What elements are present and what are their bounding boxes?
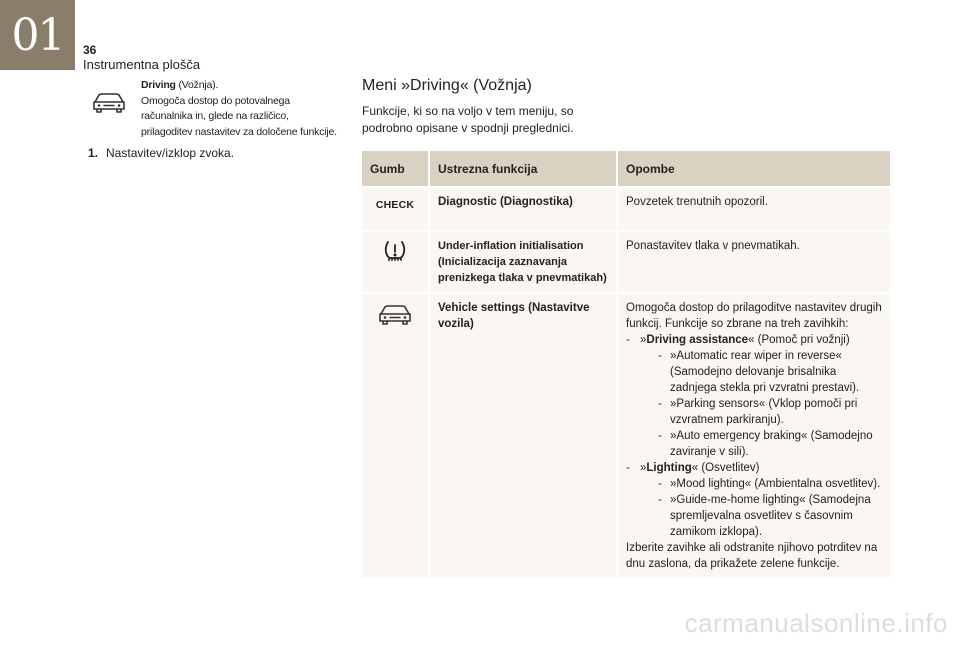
note-text: Ponastavitev tlaka v pnevmatikah. — [626, 240, 800, 252]
note-text: Omogoča dostop do potovalnega računalnika in, glede na različico, prilagoditev nastavitev za določene funkcije. — [141, 94, 337, 138]
note-cell — [618, 292, 890, 578]
section-title: Instrumentna plošča — [83, 57, 201, 72]
header-function: Ustrezna funkcija — [430, 151, 618, 186]
note-title-suffix: (Vožnja). — [175, 79, 219, 91]
step-1 — [88, 146, 234, 160]
function-name: Under-inflation initialisation (Inicializacija zaznavanja prenizkega tlaka v pnevmatikah) — [438, 240, 607, 284]
button-cell — [362, 186, 430, 230]
functions-table — [362, 151, 890, 578]
table-row — [362, 292, 890, 578]
step-number: 1. — [88, 146, 99, 160]
table-row — [362, 186, 890, 230]
list-item — [626, 460, 882, 540]
car-icon — [378, 302, 412, 326]
check-button-label: CHECK — [375, 199, 415, 211]
note-cell — [618, 186, 890, 230]
tab-suffix: « (Pomoč pri vožnji) — [748, 334, 850, 346]
step-text: Nastavitev/izklop zvoka. — [106, 146, 235, 160]
tab-list — [626, 332, 882, 540]
button-cell — [362, 230, 430, 292]
note-outro: Izberite zavihke ali odstranite njihovo potrditev na dnu zaslona, da prikažete zelene funkcije. — [626, 542, 878, 570]
list-item: - »Guide-me-home lighting« (Samodejna spremljevalna osvetlitev s časovnim zamikom izklopa). — [640, 492, 882, 540]
page-number: 36 — [83, 43, 97, 57]
table-row — [362, 230, 890, 292]
menu-title: Meni »Driving« (Vožnja) — [362, 77, 532, 94]
note-intro: Omogoča dostop do prilagoditve nastavitev drugih funkcij. Funkcije so zbrane na treh zavihkih: — [626, 302, 882, 330]
sub-list — [640, 348, 882, 460]
function-cell — [430, 186, 618, 230]
function-name: Vehicle settings (Nastavitve vozila) — [438, 302, 590, 330]
tab-label: Driving assistance — [646, 334, 749, 346]
function-name: Diagnostic (Diagnostika) — [438, 196, 573, 208]
driving-note — [92, 78, 342, 140]
list-item — [626, 332, 882, 460]
note-title: Driving — [141, 79, 176, 91]
table-header-row — [362, 151, 890, 186]
sub-list — [640, 476, 882, 540]
chapter-tab — [0, 0, 75, 70]
note-text: Povzetek trenutnih opozoril. — [626, 196, 768, 208]
car-icon — [92, 90, 126, 114]
quote-open: » — [640, 334, 647, 346]
header-button: Gumb — [362, 151, 430, 186]
button-cell — [362, 292, 430, 578]
note-cell — [618, 230, 890, 292]
tyre-pressure-warning-icon — [382, 238, 408, 262]
tab-label: Lighting — [646, 462, 692, 474]
list-item: - »Auto emergency braking« (Samodejno zaviranje v sili). — [640, 428, 882, 460]
list-item: - »Mood lighting« (Ambientalna osvetlitev). — [640, 476, 882, 492]
chapter-number: 01 — [11, 9, 64, 61]
header-notes: Opombe — [618, 151, 890, 186]
list-item: - »Parking sensors« (Vklop pomoči pri vzvratnem parkiranju). — [640, 396, 882, 428]
function-cell — [430, 292, 618, 578]
quote-open: » — [640, 462, 647, 474]
function-cell — [430, 230, 618, 292]
list-item: - »Automatic rear wiper in reverse« (Samodejno delovanje brisalnika zadnjega stekla pri vzvratni prestavi). — [640, 348, 882, 396]
tab-suffix: « (Osvetlitev) — [691, 462, 760, 474]
watermark: carmanualsonline.info — [684, 608, 948, 638]
menu-intro: Funkcije, ki so na voljo v tem meniju, so podrobno opisane v spodnji preglednici. — [362, 104, 574, 135]
